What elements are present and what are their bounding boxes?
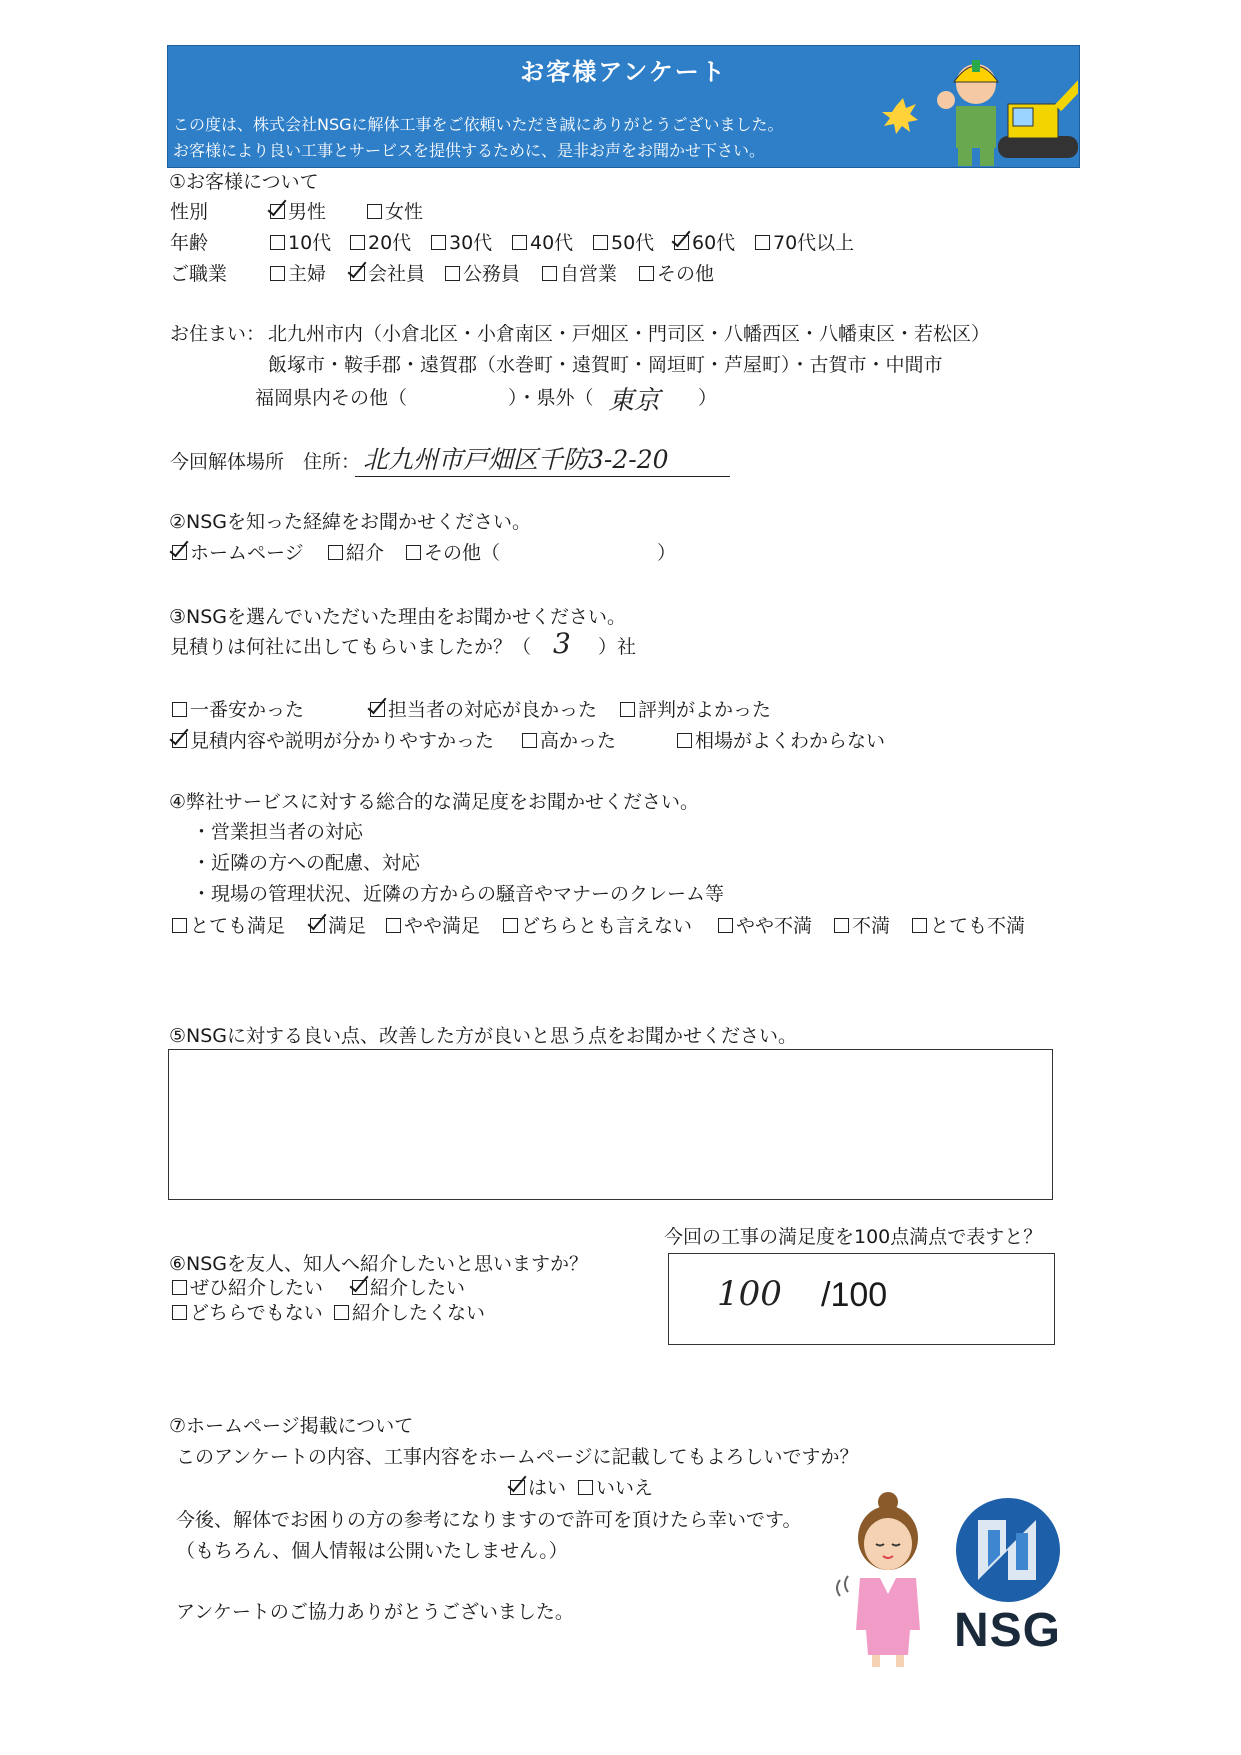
checkbox[interactable] [172, 918, 187, 933]
satisfaction-bullet: ・営業担当者の対応 [192, 821, 364, 843]
checkbox[interactable] [270, 266, 285, 281]
checkbox[interactable] [522, 733, 537, 748]
source-option-referral[interactable] [328, 541, 384, 565]
estimate-question: 見積りは何社に出してもらいましたか？（ [170, 636, 532, 658]
demolition-site-address-field[interactable] [355, 438, 730, 477]
option-label: 高かった [540, 730, 617, 752]
source-option-other[interactable] [406, 541, 500, 565]
checkbox[interactable] [172, 702, 187, 717]
option-label: 30代 [449, 232, 493, 254]
address-outside-prefecture: ）・県外（ [508, 387, 594, 409]
nsg-logo [940, 1495, 1075, 1655]
option-label: 評判がよかった [638, 699, 772, 721]
reason-option-cheapest[interactable] [172, 698, 304, 722]
address-fukuoka-other: 福岡県内その他（ [255, 387, 408, 409]
reason-option-clear-estimate[interactable] [172, 729, 494, 753]
option-label: 50代 [611, 232, 655, 254]
reason-option-good-staff[interactable] [370, 698, 597, 722]
checkbox-checked[interactable] [172, 733, 187, 748]
age-option-60s[interactable] [674, 231, 735, 255]
recommend-option-neutral[interactable] [172, 1301, 323, 1325]
option-label: 担当者の対応が良かった [388, 699, 598, 721]
demolition-site-label: 今回解体場所 住所： [170, 451, 361, 473]
checkbox[interactable] [334, 1305, 349, 1320]
feedback-comment-box[interactable] [168, 1049, 1053, 1200]
estimate-count-value[interactable]: 3 [553, 627, 571, 660]
option-label: 紹介 [346, 542, 385, 564]
age-label: 年齢 [170, 232, 209, 254]
thanks-message: アンケートのご協力ありがとうございました。 [176, 1601, 574, 1623]
satisfaction-option-somewhat-satisfied[interactable] [386, 914, 480, 938]
age-option-20s[interactable] [350, 231, 411, 255]
option-label: 公務員 [463, 263, 521, 285]
checkbox[interactable] [542, 266, 557, 281]
checkbox[interactable] [718, 918, 733, 933]
address-outside-prefecture-value[interactable]: 東京 [608, 386, 661, 416]
age-option-10s[interactable] [270, 231, 331, 255]
checkbox[interactable] [639, 266, 654, 281]
checkbox[interactable] [503, 918, 518, 933]
option-label: やや満足 [404, 915, 481, 937]
checkbox-checked[interactable] [674, 235, 689, 250]
checkbox[interactable] [172, 1305, 187, 1320]
age-option-50s[interactable] [593, 231, 654, 255]
satisfaction-option-very-satisfied[interactable] [172, 914, 285, 938]
banner-intro-line-1: この度は、株式会社NSGに解体工事をご依頼いただき誠にありがとうございました。 [173, 115, 784, 134]
address-label: お住まい： [170, 323, 266, 345]
address-chikuho-areas: 飯塚市・鞍手郡・遠賀郡（水巻町・遠賀町・岡垣町・芦屋町）・古賀市・中間市 [268, 354, 943, 376]
nsg-logo-mark-icon [948, 1495, 1068, 1605]
option-label: 見積内容や説明が分かりやすかった [190, 730, 495, 752]
job-option-housewife[interactable] [270, 262, 326, 286]
option-label: ホームページ [190, 542, 304, 564]
checkbox[interactable] [406, 545, 421, 560]
satisfaction-option-dissatisfied[interactable] [834, 914, 890, 938]
checkbox[interactable] [593, 235, 608, 250]
option-label: 自営業 [560, 263, 618, 285]
option-label: 主婦 [288, 263, 327, 285]
option-label: 会社員 [368, 263, 426, 285]
checkbox[interactable] [270, 235, 285, 250]
checkbox[interactable] [912, 918, 927, 933]
checkbox-checked[interactable] [270, 204, 285, 219]
checkbox[interactable] [445, 266, 460, 281]
option-label: 20代 [368, 232, 412, 254]
recommend-option-definitely[interactable] [172, 1276, 323, 1300]
option-label: 紹介したくない [352, 1302, 486, 1324]
age-option-40s[interactable] [512, 231, 573, 255]
satisfaction-bullet: ・現場の管理状況、近隣の方からの騒音やマナーのクレーム等 [192, 883, 725, 905]
section-7-title: ⑦ホームページ掲載について [169, 1415, 414, 1437]
option-label: 満足 [328, 915, 367, 937]
option-label: はい [528, 1477, 567, 1499]
section-2-title: ②NSGを知った経緯をお聞かせください。 [169, 511, 532, 533]
checkbox[interactable] [386, 918, 401, 933]
reason-option-unsure-market[interactable] [677, 729, 885, 753]
privacy-note: （もちろん、個人情報は公開いたしません。） [176, 1540, 568, 1562]
nsg-logo-text: NSG [953, 1604, 1061, 1657]
option-label: いいえ [596, 1477, 654, 1499]
recommend-option-yes[interactable] [352, 1276, 465, 1300]
checkbox-checked[interactable] [352, 1280, 367, 1295]
satisfaction-option-satisfied[interactable] [310, 914, 366, 938]
option-label: 不満 [852, 915, 891, 937]
source-other-close-paren: ） [657, 542, 677, 564]
checkbox[interactable] [677, 733, 692, 748]
source-option-homepage[interactable] [172, 541, 304, 565]
checkbox-checked[interactable] [172, 545, 187, 560]
age-option-30s[interactable] [431, 231, 492, 255]
checkbox-checked[interactable] [310, 918, 325, 933]
checkbox[interactable] [620, 702, 635, 717]
survey-banner [167, 45, 1080, 168]
option-label: 相場がよくわからない [695, 730, 886, 752]
age-option-70s-plus[interactable] [755, 231, 854, 255]
homepage-permission-question: このアンケートの内容、工事内容をホームページに記載してもよろしいですか？ [176, 1446, 859, 1468]
option-label: 60代 [692, 232, 736, 254]
bowing-staff-illustration [820, 1490, 940, 1670]
banner-intro-line-2: お客様により良い工事とサービスを提供するために、是非お声をお聞かせ下さい。 [173, 141, 766, 160]
checkbox[interactable] [328, 545, 343, 560]
worker-excavator-illustration [858, 46, 1078, 167]
option-label: やや不満 [736, 915, 813, 937]
gender-option-female[interactable] [367, 200, 423, 224]
checkbox[interactable] [350, 235, 365, 250]
section-1-title: ①お客様について [169, 171, 319, 193]
job-option-other[interactable] [639, 262, 714, 286]
score-value: 100 [717, 1274, 782, 1314]
option-label: とても不満 [930, 915, 1026, 937]
checkbox[interactable] [367, 204, 382, 219]
satisfaction-option-somewhat-dissatisfied[interactable] [718, 914, 812, 938]
permission-option-no[interactable] [578, 1476, 653, 1500]
checkbox[interactable] [172, 1280, 187, 1295]
checkbox[interactable] [512, 235, 527, 250]
gender-label: 性別 [170, 201, 209, 223]
satisfaction-option-neutral[interactable] [503, 914, 692, 938]
address-close-paren: ） [698, 387, 718, 409]
option-label: とても満足 [190, 915, 286, 937]
checkbox[interactable] [578, 1480, 593, 1495]
satisfaction-bullet: ・近隣の方への配慮、対応 [192, 852, 421, 874]
option-label: 紹介したい [370, 1277, 466, 1299]
section-4-title: ④弊社サービスに対する総合的な満足度をお聞かせください。 [169, 791, 700, 813]
recommend-option-no[interactable] [334, 1301, 485, 1325]
job-option-company-employee[interactable] [350, 262, 425, 286]
banner-title: お客様アンケート [520, 58, 727, 86]
option-label: 一番安かった [190, 699, 305, 721]
option-label: 40代 [530, 232, 574, 254]
demolition-site-address-value: 北九州市戸畑区千防3-2-20 [363, 445, 669, 474]
gender-option-male[interactable] [270, 200, 326, 224]
option-label: その他 [657, 263, 715, 285]
checkbox[interactable] [431, 235, 446, 250]
option-label: 男性 [288, 201, 327, 223]
checkbox-checked[interactable] [510, 1480, 525, 1495]
section-6-title: ⑥NSGを友人、知人へ紹介したいと思いますか？ [169, 1253, 589, 1275]
checkbox[interactable] [834, 918, 849, 933]
reason-option-expensive[interactable] [522, 729, 616, 753]
checkbox-checked[interactable] [350, 266, 365, 281]
option-label: どちらでもない [190, 1302, 323, 1324]
checkbox-checked[interactable] [370, 702, 385, 717]
section-5-title: ⑤NSGに対する良い点、改善した方が良いと思う点をお聞かせください。 [169, 1025, 798, 1047]
score-question: 今回の工事の満足度を100点満点で表すと？ [664, 1226, 1043, 1248]
address-kitakyushu-areas: 北九州市内（小倉北区・小倉南区・戸畑区・門司区・八幡西区・八幡東区・若松区） [268, 323, 991, 345]
estimate-suffix: ）社 [598, 636, 637, 658]
checkbox[interactable] [755, 235, 770, 250]
section-3-title: ③NSGを選んでいただいた理由をお聞かせください。 [169, 606, 627, 628]
option-label: ぜひ紹介したい [190, 1277, 324, 1299]
option-label: どちらとも言えない [521, 915, 693, 937]
option-label: 10代 [288, 232, 332, 254]
job-option-civil-servant[interactable] [445, 262, 520, 286]
option-label: 70代以上 [773, 232, 855, 254]
score-max: /100 [821, 1276, 888, 1314]
job-label: ご職業 [170, 263, 228, 285]
option-label: 女性 [385, 201, 424, 223]
score-box[interactable] [668, 1253, 1055, 1345]
permission-option-yes[interactable] [510, 1476, 566, 1500]
satisfaction-option-very-dissatisfied[interactable] [912, 914, 1025, 938]
job-option-self-employed[interactable] [542, 262, 617, 286]
option-label: その他（ [424, 542, 501, 564]
reason-option-reputation[interactable] [620, 698, 771, 722]
permission-note: 今後、解体でお困りの方の参考になりますので許可を頂けたら幸いです。 [176, 1509, 802, 1531]
